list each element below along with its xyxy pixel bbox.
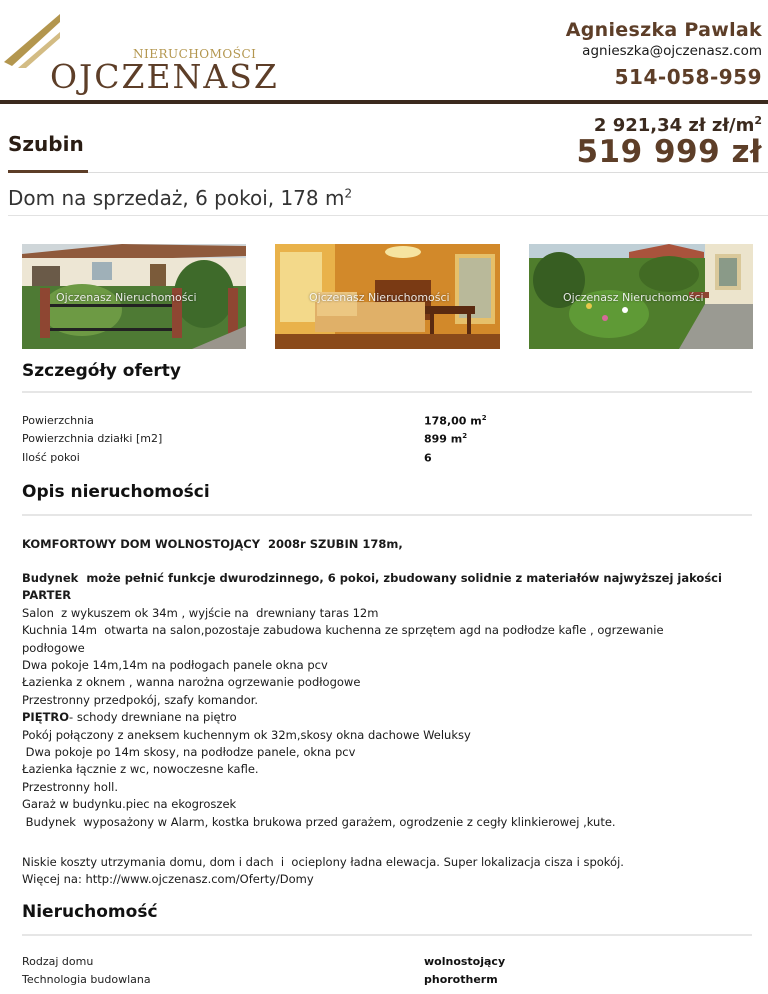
description-line	[22, 709, 752, 726]
description-footer-line: Niskie koszty utrzymania domu, dom i dach i ocieplony ładna elewacja. Super lokalizacja cisza i spokój.	[22, 855, 624, 869]
description-line: Budynek wyposażony w Alarm, kostka brukowa przed garażem, ogrodzenie z cegły klinkierowej ,kute.	[22, 814, 616, 829]
photo-living-room[interactable]	[275, 244, 500, 349]
description-divider	[22, 514, 752, 516]
detail-value-text: 899 m	[424, 432, 463, 446]
description-footer	[22, 854, 752, 889]
photo-watermark: Ojczenasz Nieruchomości	[309, 291, 450, 304]
description-line: Przestronny holl.	[22, 779, 118, 794]
property-label: Rodzaj domu	[22, 955, 94, 968]
price-per-meter	[594, 114, 762, 136]
description-line: Kuchnia 14m otwarta na salon,pozostaje zabudowa kuchenna ze sprzętem agd na podłodze kafle , ogrzewanie	[22, 623, 664, 638]
listing-city: Szubin	[8, 132, 84, 156]
detail-value-text: 6	[424, 451, 432, 465]
description-line: Garaż w budynku.piec na ekogroszek	[22, 797, 237, 812]
description-line: PARTER	[22, 588, 72, 603]
listing-subtitle-text: Dom na sprzedaż, 6 pokoi, 178 m	[8, 186, 345, 210]
description-line: Pokój połączony z aneksem kuchennym ok 32m,skosy okna dachowe Weluksy	[22, 727, 471, 742]
description-line: Salon z wykuszem ok 34m , wyjście na drewniany taras 12m	[22, 605, 379, 620]
detail-value	[424, 451, 432, 465]
description-line: Dwa pokoje po 14m skosy, na podłodze panele, okna pcv	[22, 745, 356, 760]
property-label: Technologia budowlana	[22, 973, 151, 986]
detail-value	[424, 432, 467, 446]
details-divider	[22, 391, 752, 393]
description-line: Budynek może pełnić funkcje dwurodzinnego, 6 pokoi, zbudowany solidnie z materiałów najwyższej jakości	[22, 571, 722, 585]
description-line: podłogowe	[22, 640, 85, 655]
detail-label: Powierzchnia	[22, 414, 94, 427]
agent-name: Agnieszka Pawlak	[565, 19, 762, 41]
page-header	[0, 0, 768, 102]
photo-watermark: Ojczenasz Nieruchomości	[56, 291, 197, 304]
agent-email-link[interactable]: agnieszka@ojczenasz.com	[582, 43, 762, 59]
description-body	[22, 570, 752, 831]
ojczenasz-logo[interactable]	[0, 10, 279, 96]
description-line: Dwa pokoje 14m,14m na podłogach panele okna pcv	[22, 658, 328, 673]
listing-subtitle	[8, 186, 352, 210]
detail-label: Ilość pokoi	[22, 451, 80, 464]
price-per-meter-sup: 2	[754, 114, 762, 127]
agent-phone[interactable]: 514-058-959	[614, 65, 762, 89]
property-value: phorotherm	[424, 973, 498, 986]
photo-watermark: Ojczenasz Nieruchomości	[563, 291, 704, 304]
photo-house-exterior[interactable]	[22, 244, 246, 349]
description-section-title: Opis nieruchomości	[22, 482, 210, 502]
title-divider	[8, 172, 768, 173]
subtitle-divider	[8, 215, 768, 216]
listing-price: 519 999 zł	[576, 134, 762, 170]
detail-value-sup: 2	[462, 432, 468, 440]
description-more-link[interactable]: Więcej na: http://www.ojczenasz.com/Oferty/Domy	[22, 872, 314, 887]
listing-subtitle-sup: 2	[344, 186, 353, 201]
price-per-meter-value: 2 921,34 zł zł/m	[593, 115, 755, 136]
city-underline	[8, 170, 88, 173]
photo-garden[interactable]	[529, 244, 753, 349]
description-line: Przestronny przedpokój, szafy komandor.	[22, 692, 259, 707]
detail-value	[424, 414, 487, 428]
property-value: wolnostojący	[424, 955, 506, 968]
detail-value-text: 178,00 m	[424, 414, 482, 428]
description-line-rest: - schody drewniane na piętro	[69, 710, 237, 725]
description-line: Łazienka z oknem , wanna narożna ogrzewanie podłogowe	[22, 675, 361, 690]
detail-value-sup: 2	[481, 414, 487, 422]
logo-small-text: NIERUCHOMOŚCI	[133, 47, 257, 61]
detail-label: Powierzchnia działki [m2]	[22, 432, 163, 445]
description-line: Łazienka łącznie z wc, nowoczesne kafle.	[22, 762, 259, 777]
details-section-title: Szczegóły oferty	[22, 361, 181, 381]
description-line-bold: PIĘTRO	[22, 710, 70, 725]
header-divider	[0, 100, 768, 104]
property-section-title: Nieruchomość	[22, 902, 158, 922]
description-headline	[22, 536, 752, 553]
agent-contact	[566, 18, 762, 91]
property-divider	[22, 934, 752, 936]
logo-big-text: OJCZENASZ	[50, 57, 279, 96]
description-headline-text: KOMFORTOWY DOM WOLNOSTOJĄCY 2008r SZUBIN 178m,	[22, 537, 403, 551]
